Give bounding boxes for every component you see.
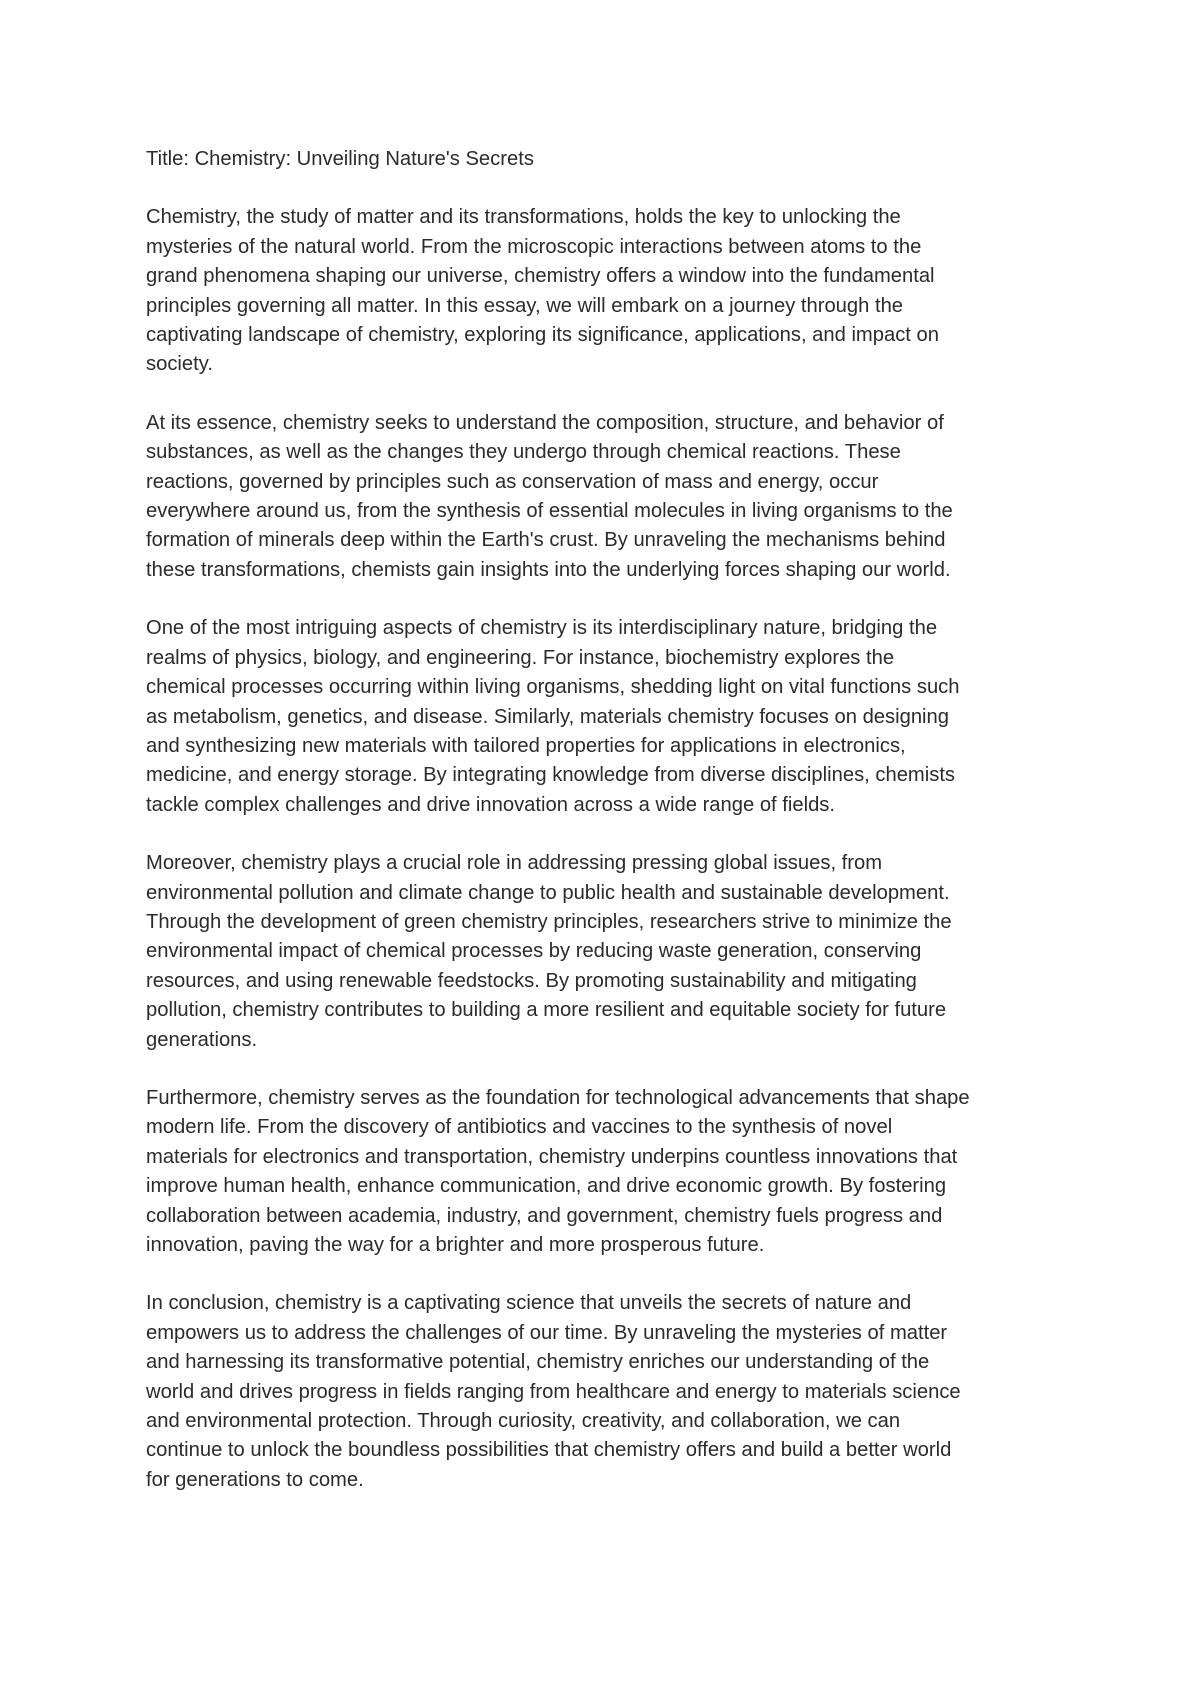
- paragraph-line: modern life. From the discovery of antibiotics and vaccines to the synthesis of novel: [146, 1116, 893, 1139]
- paragraph-line: these transformations, chemists gain insights into the underlying forces shaping our world.: [146, 558, 951, 581]
- paragraph-line: collaboration between academia, industry, and government, chemistry fuels progress and: [146, 1204, 943, 1227]
- paragraph-line: pollution, chemistry contributes to building a more resilient and equitable society for future: [146, 999, 947, 1022]
- paragraph-line: and harnessing its transformative potential, chemistry enriches our understanding of the: [146, 1351, 930, 1374]
- paragraph-line: formation of minerals deep within the Earth's crust. By unraveling the mechanisms behind: [146, 529, 946, 552]
- paragraph-line: Furthermore, chemistry serves as the foundation for technological advancements that shape: [146, 1086, 970, 1109]
- paragraph-line: and environmental protection. Through curiosity, creativity, and collaboration, we can: [146, 1410, 901, 1433]
- paragraph-line: In conclusion, chemistry is a captivating science that unveils the secrets of nature and: [146, 1292, 912, 1315]
- paragraph-line: as metabolism, genetics, and disease. Similarly, materials chemistry focuses on designing: [146, 705, 949, 728]
- paragraph: [146, 1289, 1066, 1495]
- paragraph-line: for generations to come.: [146, 1468, 364, 1491]
- paragraph-line: and synthesizing new materials with tailored properties for applications in electronics,: [146, 734, 906, 757]
- paragraph: [146, 409, 1066, 585]
- paragraph-line: tackle complex challenges and drive innovation across a wide range of fields.: [146, 793, 836, 816]
- paragraph-line: materials for electronics and transportation, chemistry underpins countless innovations that: [146, 1145, 958, 1168]
- paragraph-line: mysteries of the natural world. From the microscopic interactions between atoms to the: [146, 235, 922, 258]
- paragraph-line: captivating landscape of chemistry, exploring its significance, applications, and impact on: [146, 324, 939, 347]
- paragraph-list: [146, 203, 1066, 1495]
- paragraph: [146, 849, 1066, 1055]
- paragraph: [146, 1084, 1066, 1260]
- paragraph: [146, 614, 1066, 820]
- paragraph-line: environmental pollution and climate change to public health and sustainable development.: [146, 881, 950, 904]
- paragraph-line: world and drives progress in fields ranging from healthcare and energy to materials science: [146, 1380, 961, 1403]
- document-body: [146, 145, 1066, 1524]
- paragraph: [146, 203, 1066, 379]
- paragraph-line: principles governing all matter. In this essay, we will embark on a journey through the: [146, 294, 904, 317]
- paragraph-line: continue to unlock the boundless possibilities that chemistry offers and build a better world: [146, 1439, 952, 1462]
- paragraph-line: Chemistry, the study of matter and its transformations, holds the key to unlocking the: [146, 206, 901, 229]
- paragraph-line: medicine, and energy storage. By integrating knowledge from diverse disciplines, chemists: [146, 764, 956, 787]
- paragraph-line: reactions, governed by principles such as conservation of mass and energy, occur: [146, 470, 879, 493]
- paragraph-line: realms of physics, biology, and engineering. For instance, biochemistry explores the: [146, 646, 895, 669]
- document-title: Title: Chemistry: Unveiling Nature's Secrets: [146, 148, 534, 170]
- paragraph-line: society.: [146, 353, 213, 376]
- paragraph-line: Through the development of green chemistry principles, researchers strive to minimize the: [146, 910, 952, 933]
- paragraph-line: generations.: [146, 1028, 258, 1051]
- paragraph-line: At its essence, chemistry seeks to understand the composition, structure, and behavior of: [146, 411, 944, 434]
- paragraph-line: One of the most intriguing aspects of chemistry is its interdisciplinary nature, bridging the: [146, 617, 938, 640]
- paragraph-line: everywhere around us, from the synthesis of essential molecules in living organisms to the: [146, 500, 953, 523]
- paragraph-line: resources, and using renewable feedstocks. By promoting sustainability and mitigating: [146, 969, 917, 992]
- paragraph-line: environmental impact of chemical processes by reducing waste generation, conserving: [146, 940, 922, 963]
- paragraph-line: Moreover, chemistry plays a crucial role in addressing pressing global issues, from: [146, 852, 883, 875]
- paragraph-line: innovation, paving the way for a brighter and more prosperous future.: [146, 1234, 765, 1256]
- paragraph-line: grand phenomena shaping our universe, chemistry offers a window into the fundamental: [146, 265, 935, 288]
- paragraph-line: empowers us to address the challenges of our time. By unraveling the mysteries of matter: [146, 1321, 948, 1344]
- paragraph-line: chemical processes occurring within living organisms, shedding light on vital functions such: [146, 676, 960, 699]
- paragraph-line: substances, as well as the changes they undergo through chemical reactions. These: [146, 441, 901, 464]
- paragraph-line: improve human health, enhance communication, and drive economic growth. By fostering: [146, 1175, 947, 1198]
